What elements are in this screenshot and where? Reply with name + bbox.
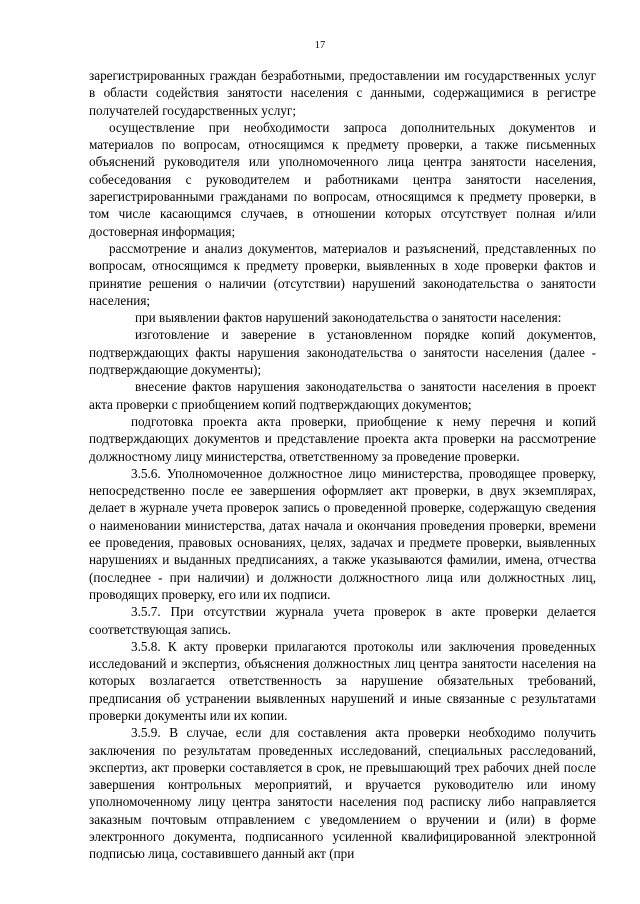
paragraph-act-draft-preparation: подготовка проекта акта проверки, приобщение к нему перечня и копий подтверждающих документов и представление проекта акта проверки на рассмотрение должностному лицу министерства, ответственному за проведение проверки. xyxy=(89,413,596,464)
paragraph-3-5-8: 3.5.8. К акту проверки прилагаются протоколы или заключения проведенных исследований и экспертиз, объяснения должностных лиц центра занятости населения на которых возлагается ответственность за нарушение обязательных требований, предписания об устранении выявленных нарушений и иные связанные с результатами проверки документы или их копии. xyxy=(89,638,596,723)
paragraph-3-5-7: 3.5.7. При отсутствии журнала учета проверок в акте проверки делается соответствующая запись. xyxy=(89,604,596,637)
paragraph-3-5-6: 3.5.6. Уполномоченное должностное лицо министерства, проводящее проверку, непосредственно после ее завершения оформляет акт проверки, в двух экземплярах, делает в журнале учета проверок запись о проведенной проверке, содержащую сведения о наименовании министерства, датах начала и окончания проведения проверки, времени ее проведения, правовых основаниях, целях, задачах и предмете проверки, выявленных нарушениях и выданных предписаниях, а также указываются фамилии, имена, отчества (последнее - при наличии) и должности должностного лица или должностных лиц, проводящих проверку, его или их подписи. xyxy=(89,465,596,602)
paragraph-registry-check: зарегистрированных граждан безработными, предоставлении им государственных услуг в области содействия занятости населения с данными, содержащимися в регистре получателей государственных услуг; xyxy=(89,68,596,118)
document-body xyxy=(89,67,596,863)
paragraph-violations-found: при выявлении фактов нарушений законодательства о занятости населения: xyxy=(135,310,562,326)
paragraph-review-analysis: рассмотрение и анализ документов, материалов и разъяснений, представленных по вопросам, относящимся к предмету проверки, выявленных в ходе проверки фактов и принятие решения о наличии (отсутствии) нарушений законодательства о занятости населения; xyxy=(89,240,596,308)
paragraph-request-documents: осуществление при необходимости запроса дополнительных документов и материалов по вопросам, относящимся к предмету проверки, а также письменных объяснений руководителя или уполномоченного лица центра занятости населения, собеседования с руководителем и работниками центра занятости населения, зарегистрированными гражданами по вопросам, относящимся к предмету проверки, в том числе касающимся случаев, в отношении которых отсутствует полная и/или достоверная информация; xyxy=(89,119,596,239)
paragraph-3-5-9: 3.5.9. В случае, если для составления акта проверки необходимо получить заключения по результатам проведенных исследований, специальных расследований, экспертиз, акт проверки составляется в срок, не превышающий трех рабочих дней после завершения контрольных мероприятий, и вручается руководителю или иному уполномоченному лицу центра занятости населения под расписку либо направляется заказным почтовым отправлением с уведомлением о вручении и (или) в форме электронного документа, подписанного усиленной квалифицированной электронной подписью лица, составившего данный акт (при xyxy=(89,725,596,862)
paragraph-act-draft-entry: внесение фактов нарушения законодательства о занятости населения в проект акта проверки с приобщением копий подтверждающих документов; xyxy=(89,379,596,412)
page-number: 17 xyxy=(314,40,326,51)
paragraph-copies-certification: изготовление и заверение в установленном порядке копий документов, подтверждающих факты нарушения законодательства о занятости населения (далее - подтверждающие документы); xyxy=(89,327,596,378)
